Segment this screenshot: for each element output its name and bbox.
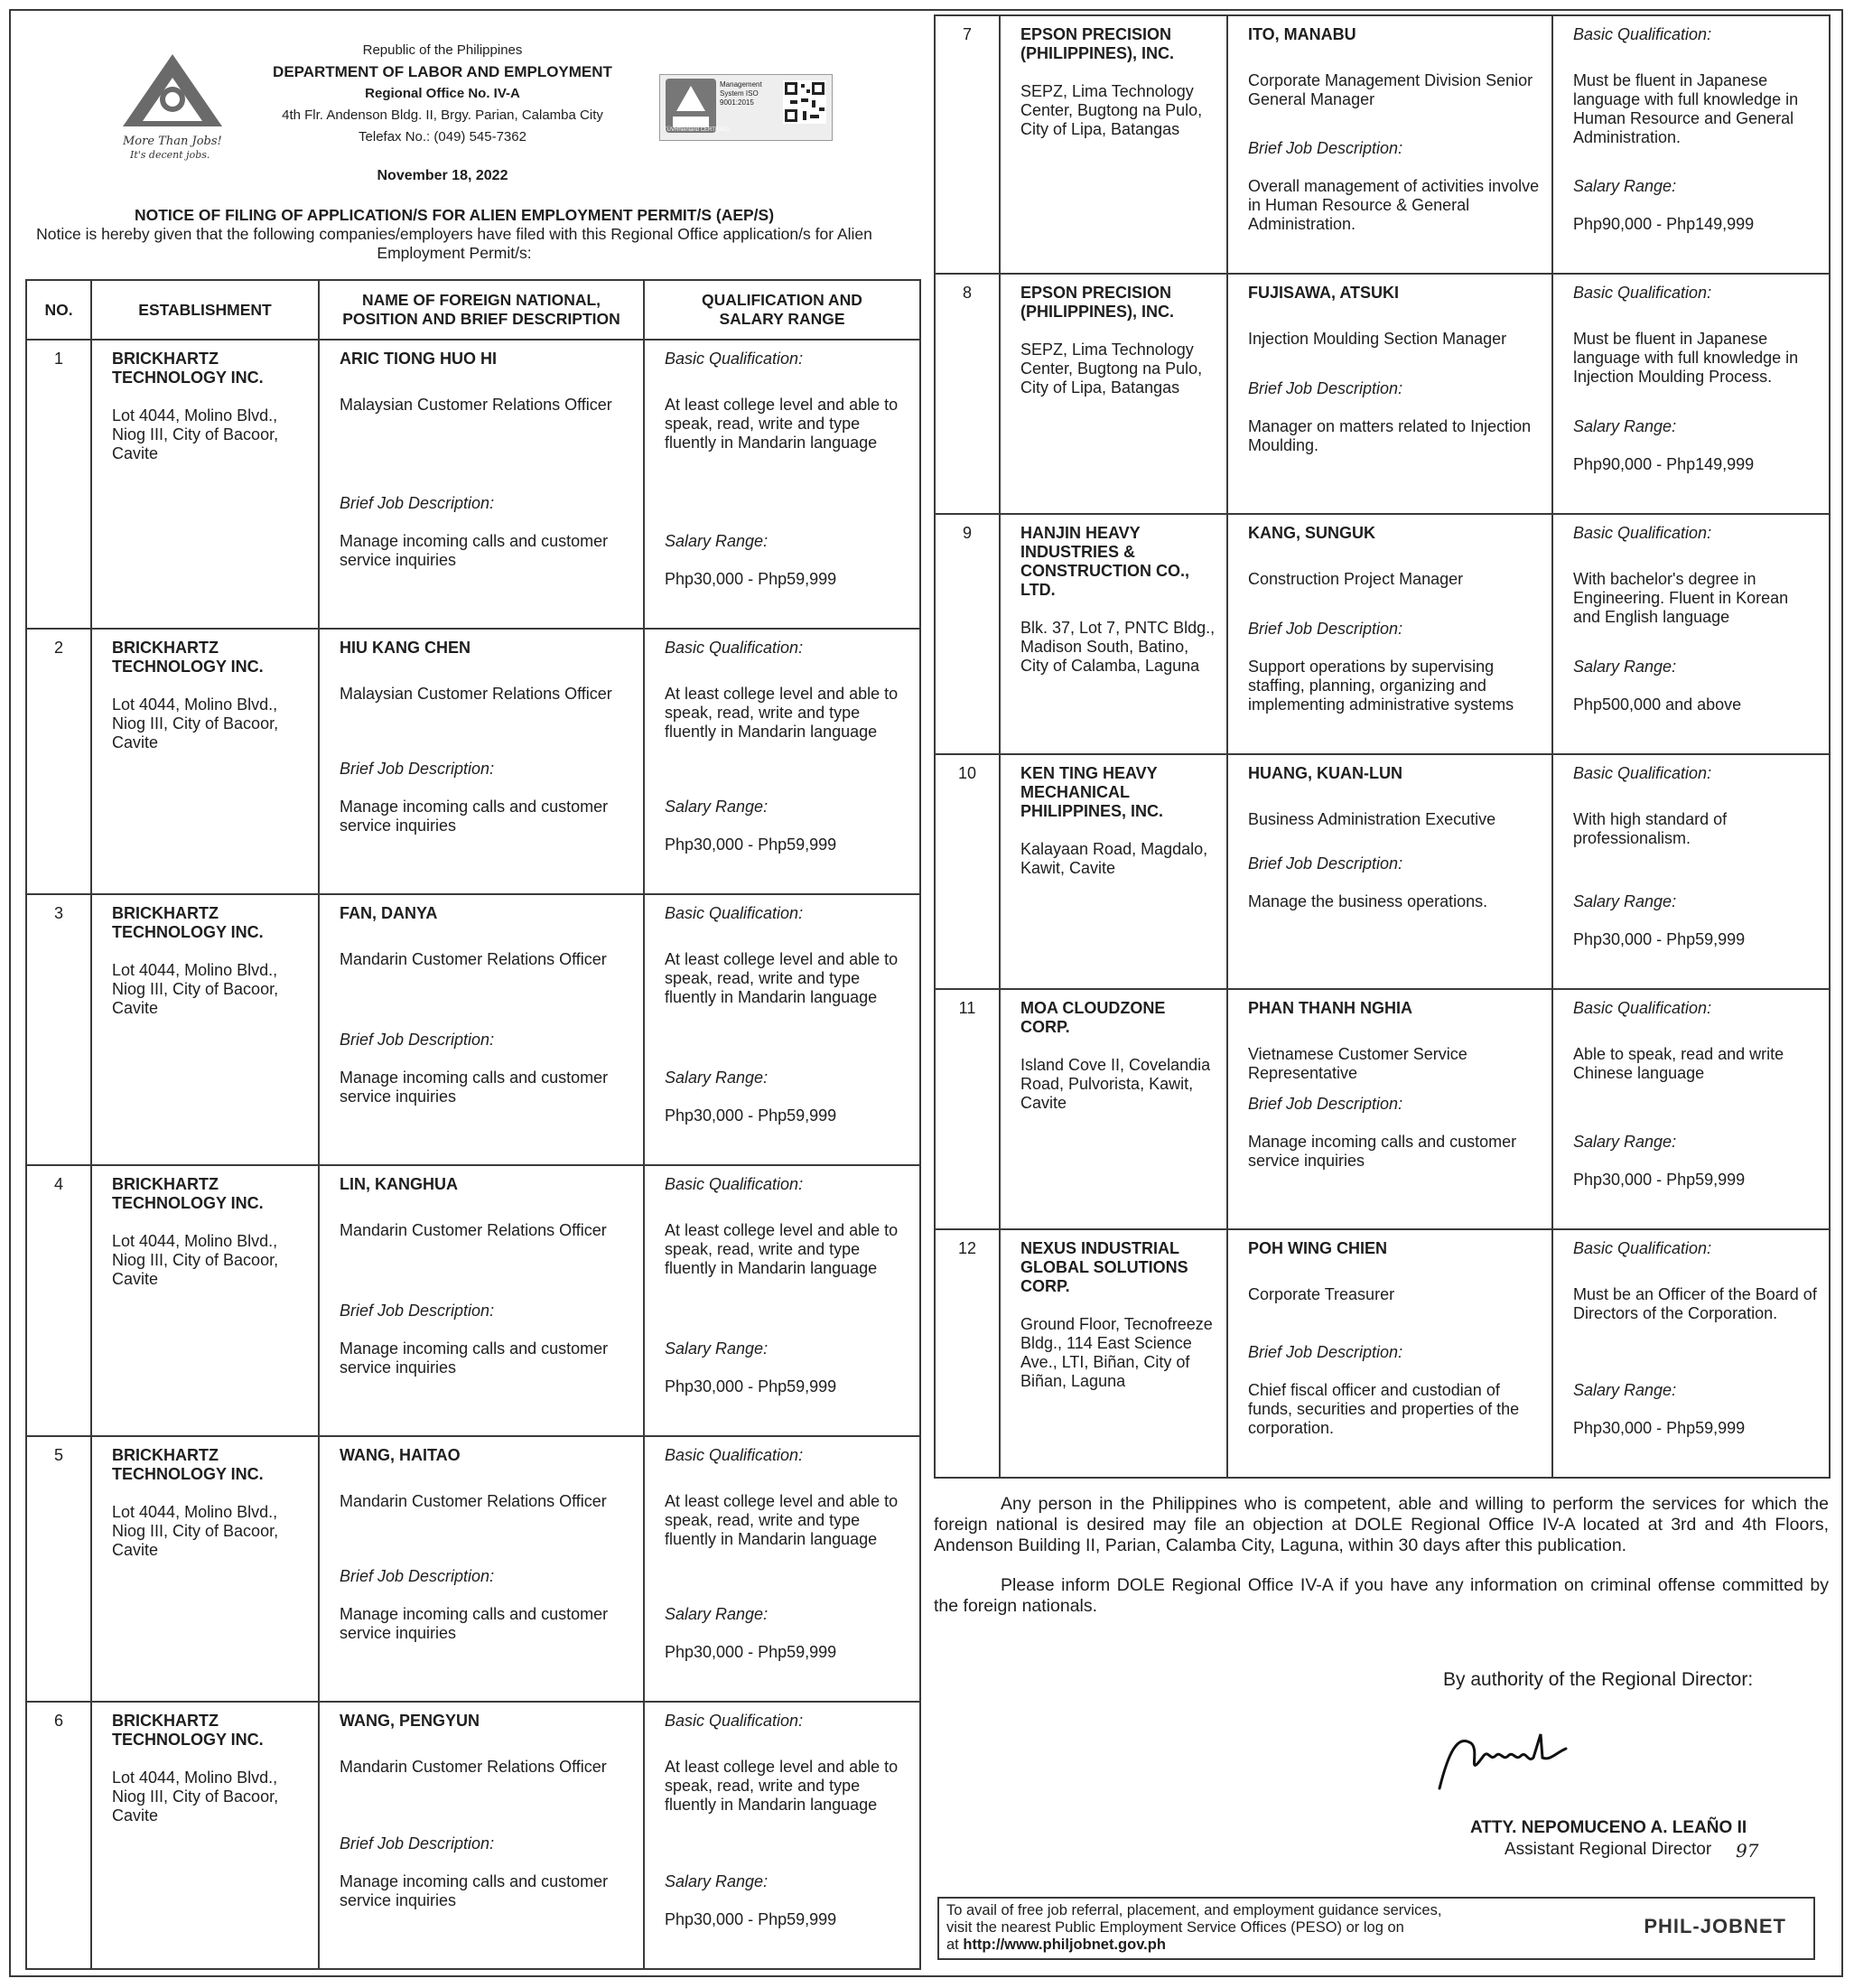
position-title: Corporate Management Division Senior General Manager xyxy=(1248,71,1533,108)
description-block xyxy=(340,1302,632,1377)
establishment-cell xyxy=(1001,16,1226,139)
basic-qualification-label: Basic Qualification: xyxy=(665,904,804,922)
description-block xyxy=(1248,620,1541,714)
salary-range: Php30,000 - Php59,999 xyxy=(665,1377,837,1395)
salary-block xyxy=(1573,1381,1818,1438)
initials-mark: 97 xyxy=(1736,1840,1759,1862)
notice-title: NOTICE OF FILING OF APPLICATION/S FOR ALIEN EMPLOYMENT PERMIT/S (AEP/S) xyxy=(134,206,775,224)
brief-label: Brief Job Description: xyxy=(1248,139,1403,157)
cert-detail: Management System ISO 9001:2015 xyxy=(720,80,762,107)
company-address: Lot 4044, Molino Blvd., Niog III, City of Bacoor, Cavite xyxy=(112,695,279,751)
row-number-cell: 6 xyxy=(53,1712,63,1730)
objection-paragraph: Any person in the Philippines who is competent, able and willing to perform the services for which the foreign national is desired may file an objection at DOLE Regional Office IV-A located at 3rd and 4th Floors, Andenson Building II, Parian, Calamba City, Laguna, within 30 days after this publication. xyxy=(934,1494,1829,1555)
table-row xyxy=(26,894,920,1165)
company-name: BRICKHARTZ TECHNOLOGY INC. xyxy=(112,1175,264,1212)
position-title: Malaysian Customer Relations Officer xyxy=(340,396,612,414)
position-title: Construction Project Manager xyxy=(1248,570,1464,588)
foreign-national-cell xyxy=(1228,515,1551,714)
basic-qualification-label: Basic Qualification: xyxy=(1573,524,1712,542)
salary-range: Php500,000 and above xyxy=(1573,695,1742,714)
philjobnet-logo: PHIL-JOBNET xyxy=(1644,1915,1786,1937)
salary-block xyxy=(665,532,908,589)
company-name: EPSON PRECISION (PHILIPPINES), INC. xyxy=(1020,25,1175,62)
description-block xyxy=(1248,1095,1541,1171)
salary-label: Salary Range: xyxy=(665,798,769,816)
salary-label: Salary Range: xyxy=(665,1605,769,1623)
salary-label: Salary Range: xyxy=(1573,1381,1677,1399)
position-title: Mandarin Customer Relations Officer xyxy=(340,1221,607,1239)
company-address: Lot 4044, Molino Blvd., Niog III, City of Bacoor, Cavite xyxy=(112,1232,279,1288)
foreign-national-name: ARIC TIONG HUO HI xyxy=(340,350,497,368)
regional-office: Regional Office No. IV-A xyxy=(365,86,520,101)
description-block xyxy=(340,1834,632,1910)
job-description: Chief fiscal officer and custodian of funds, securities and properties of the corporation. xyxy=(1248,1381,1520,1437)
qualification-cell xyxy=(1553,515,1829,714)
brief-label: Brief Job Description: xyxy=(340,1302,495,1320)
signatory-name: ATTY. NEPOMUCENO A. LEAÑO II xyxy=(1470,1818,1747,1837)
foreign-national-name: FUJISAWA, ATSUKI xyxy=(1248,284,1400,302)
qualification-text: At least college level and able to speak, read, write and type fluently in Mandarin language xyxy=(665,685,899,741)
row-number-cell: 3 xyxy=(53,904,63,922)
qualification-text: With high standard of professionalism. xyxy=(1573,810,1728,847)
basic-qualification-label: Basic Qualification: xyxy=(1573,1239,1712,1257)
position-title: Mandarin Customer Relations Officer xyxy=(340,1758,607,1776)
qualification-text: Must be an Officer of the Board of Directors of the Corporation. xyxy=(1573,1285,1817,1322)
company-name: BRICKHARTZ TECHNOLOGY INC. xyxy=(112,1712,264,1749)
position-title: Vietnamese Customer Service Representative xyxy=(1248,1045,1467,1082)
salary-label: Salary Range: xyxy=(665,1339,769,1358)
table-row xyxy=(26,1165,920,1436)
company-address: Lot 4044, Molino Blvd., Niog III, City of Bacoor, Cavite xyxy=(112,1769,279,1825)
table-row xyxy=(935,15,1830,274)
salary-label: Salary Range: xyxy=(665,1872,769,1890)
company-address: Lot 4044, Molino Blvd., Niog III, City of Bacoor, Cavite xyxy=(112,961,279,1017)
salary-block xyxy=(1573,417,1818,474)
qualification-text: Able to speak, read and write Chinese language xyxy=(1573,1045,1784,1082)
basic-qualification-label: Basic Qualification: xyxy=(665,639,804,657)
telefax: Telefax No.: (049) 545-7362 xyxy=(359,129,526,145)
peso-info-box xyxy=(937,1897,1815,1960)
company-address: Blk. 37, Lot 7, PNTC Bldg., Madison South, Batino, City of Calamba, Laguna xyxy=(1020,619,1216,675)
description-block xyxy=(340,760,632,835)
job-description: Support operations by supervising staffing, planning, organizing and implementing administrative systems xyxy=(1248,658,1514,714)
qualification-cell xyxy=(1553,755,1829,948)
header-foreign-national: NAME OF FOREIGN NATIONAL, POSITION AND BRIEF DESCRIPTION xyxy=(319,280,644,340)
philjobnet-link[interactable]: http://www.philjobnet.gov.ph xyxy=(963,1937,1166,1953)
establishment-cell xyxy=(1001,515,1226,676)
table-row xyxy=(935,514,1830,754)
row-number-cell: 8 xyxy=(962,284,972,302)
foreign-national-name: FAN, DANYA xyxy=(340,904,438,922)
salary-range: Php30,000 - Php59,999 xyxy=(665,835,837,854)
dole-logo xyxy=(123,52,231,161)
salary-block xyxy=(665,798,908,854)
description-block xyxy=(1248,139,1541,234)
salary-range: Php30,000 - Php59,999 xyxy=(665,1910,837,1928)
qualification-text: At least college level and able to speak, read, write and type fluently in Mandarin language xyxy=(665,1758,899,1814)
foreign-national-cell xyxy=(1228,990,1551,1170)
company-name: NEXUS INDUSTRIAL GLOBAL SOLUTIONS CORP. xyxy=(1020,1239,1188,1295)
job-description: Manage incoming calls and customer service inquiries xyxy=(340,532,609,569)
salary-label: Salary Range: xyxy=(1573,417,1677,435)
peso-line-1: To avail of free job referral, placement, and employment guidance services, xyxy=(946,1902,1442,1918)
foreign-national-cell xyxy=(320,1703,643,1909)
company-address: Ground Floor, Tecnofreeze Bldg., 114 East Science Ave., LTI, Biñan, City of Biñan, Laguna xyxy=(1020,1315,1213,1390)
qualification-cell xyxy=(645,341,919,588)
department-name: DEPARTMENT OF LABOR AND EMPLOYMENT xyxy=(273,63,612,80)
table-row xyxy=(935,754,1830,989)
company-name: KEN TING HEAVY MECHANICAL PHILIPPINES, INC. xyxy=(1020,764,1164,820)
foreign-national-name: LIN, KANGHUA xyxy=(340,1175,458,1193)
salary-label: Salary Range: xyxy=(665,1069,769,1087)
foreign-national-cell xyxy=(320,341,643,569)
foreign-national-cell xyxy=(1228,1230,1551,1437)
qualification-text: With bachelor's degree in Engineering. Fluent in Korean and English language xyxy=(1573,570,1789,626)
peso-line-3-prefix: at xyxy=(946,1937,964,1953)
salary-range: Php90,000 - Php149,999 xyxy=(1573,455,1755,473)
qualification-cell xyxy=(645,1703,919,1928)
table-row xyxy=(26,629,920,894)
row-number-cell: 4 xyxy=(53,1175,63,1193)
qualification-text: At least college level and able to speak, read, write and type fluently in Mandarin language xyxy=(665,1492,899,1548)
table-row xyxy=(26,1436,920,1702)
qualification-text: Must be fluent in Japanese language with full knowledge in Human Resource and General Administration. xyxy=(1573,71,1799,146)
company-name: BRICKHARTZ TECHNOLOGY INC. xyxy=(112,1446,264,1483)
company-address: Lot 4044, Molino Blvd., Niog III, City of Bacoor, Cavite xyxy=(112,1503,279,1559)
qualification-cell xyxy=(1553,16,1829,233)
header-no: NO. xyxy=(26,280,91,340)
foreign-national-name: HUANG, KUAN-LUN xyxy=(1248,764,1402,782)
salary-block xyxy=(1573,658,1818,714)
qualification-text: At least college level and able to speak, read, write and type fluently in Mandarin language xyxy=(665,950,899,1006)
job-description: Manage incoming calls and customer service inquiries xyxy=(340,1872,609,1909)
letterhead xyxy=(217,40,668,148)
salary-range: Php30,000 - Php59,999 xyxy=(665,1106,837,1125)
row-number-cell: 9 xyxy=(962,524,972,542)
notice-subtitle: Notice is hereby given that the following companies/employers have filed with this Regional Office application/s for Alien Employment Permit/s: xyxy=(36,225,872,262)
brief-label: Brief Job Description: xyxy=(340,494,495,512)
peso-text xyxy=(946,1902,1597,1954)
salary-label: Salary Range: xyxy=(665,532,769,550)
establishment-cell xyxy=(1001,275,1226,397)
brief-label: Brief Job Description: xyxy=(1248,854,1403,873)
job-description: Manage incoming calls and customer service inquiries xyxy=(340,1339,609,1377)
company-name: BRICKHARTZ TECHNOLOGY INC. xyxy=(112,904,264,941)
row-number-cell: 10 xyxy=(957,764,977,782)
company-address: SEPZ, Lima Technology Center, Bugtong na Pulo, City of Lipa, Batangas xyxy=(1020,341,1203,397)
description-block xyxy=(340,494,632,570)
header-establishment: ESTABLISHMENT xyxy=(91,280,319,340)
row-number-cell: 7 xyxy=(962,25,972,43)
establishment-cell xyxy=(1001,755,1226,878)
notice-date: November 18, 2022 xyxy=(377,168,508,183)
foreign-national-name: POH WING CHIEN xyxy=(1248,1239,1388,1257)
position-title: Mandarin Customer Relations Officer xyxy=(340,1492,607,1510)
description-block xyxy=(1248,854,1541,911)
description-block xyxy=(340,1567,632,1643)
company-name: HANJIN HEAVY INDUSTRIES & CONSTRUCTION CO., LTD. xyxy=(1020,524,1189,599)
establishment-cell xyxy=(92,895,318,1018)
salary-block xyxy=(1573,177,1818,234)
aep-table-left xyxy=(25,279,921,1970)
row-number-cell: 1 xyxy=(53,350,63,368)
foreign-national-name: WANG, PENGYUN xyxy=(340,1712,480,1730)
salary-block xyxy=(1573,1133,1818,1190)
salary-range: Php30,000 - Php59,999 xyxy=(1573,1419,1746,1437)
salary-block xyxy=(665,1605,908,1662)
row-number-cell: 2 xyxy=(53,639,63,657)
basic-qualification-label: Basic Qualification: xyxy=(665,1712,804,1730)
cert-text: TÜVRheinland CERTIFIED xyxy=(664,127,730,133)
company-address: Kalayaan Road, Magdalo, Kawit, Cavite xyxy=(1020,840,1208,877)
logo-slogan-1: More Than Jobs! xyxy=(123,135,222,148)
job-description: Manage incoming calls and customer service inquiries xyxy=(1248,1133,1517,1170)
company-name: BRICKHARTZ TECHNOLOGY INC. xyxy=(112,350,264,387)
salary-range: Php30,000 - Php59,999 xyxy=(665,1643,837,1661)
brief-label: Brief Job Description: xyxy=(340,1834,495,1853)
basic-qualification-label: Basic Qualification: xyxy=(665,1175,804,1193)
qr-code-icon xyxy=(783,80,826,124)
qualification-cell xyxy=(645,1166,919,1395)
salary-label: Salary Range: xyxy=(1573,1133,1677,1151)
foreign-national-name: WANG, HAITAO xyxy=(340,1446,461,1464)
position-title: Mandarin Customer Relations Officer xyxy=(340,950,607,968)
signatory-title: Assistant Regional Director xyxy=(1505,1840,1712,1859)
company-name: MOA CLOUDZONE CORP. xyxy=(1020,999,1166,1036)
qualification-cell xyxy=(645,1437,919,1661)
salary-block xyxy=(665,1872,908,1929)
description-block xyxy=(1248,1343,1541,1438)
salary-label: Salary Range: xyxy=(1573,177,1677,195)
foreign-national-cell xyxy=(1228,275,1551,454)
position-title: Business Administration Executive xyxy=(1248,810,1496,828)
position-title: Corporate Treasurer xyxy=(1248,1285,1395,1303)
row-number-cell: 5 xyxy=(53,1446,63,1464)
company-address: Lot 4044, Molino Blvd., Niog III, City of Bacoor, Cavite xyxy=(112,406,279,462)
table-row xyxy=(26,1702,920,1969)
brief-label: Brief Job Description: xyxy=(1248,620,1403,638)
job-description: Overall management of activities involve in Human Resource & General Administration. xyxy=(1248,177,1540,233)
job-description: Manage the business operations. xyxy=(1248,892,1488,910)
basic-qualification-label: Basic Qualification: xyxy=(1573,764,1712,782)
company-address: Island Cove II, Covelandia Road, Pulvorista, Kawit, Cavite xyxy=(1020,1056,1211,1112)
basic-qualification-label: Basic Qualification: xyxy=(1573,999,1712,1017)
brief-label: Brief Job Description: xyxy=(340,1031,495,1049)
table-row xyxy=(935,989,1830,1229)
foreign-national-cell xyxy=(320,630,643,835)
description-block xyxy=(1248,379,1541,455)
salary-block xyxy=(665,1339,908,1396)
table-row xyxy=(935,274,1830,514)
salary-block xyxy=(1573,892,1818,949)
company-name: EPSON PRECISION (PHILIPPINES), INC. xyxy=(1020,284,1175,321)
brief-label: Brief Job Description: xyxy=(1248,379,1403,397)
authority-line: By authority of the Regional Director: xyxy=(1443,1669,1754,1690)
foreign-national-name: HIU KANG CHEN xyxy=(340,639,471,657)
establishment-cell xyxy=(92,1166,318,1289)
brief-label: Brief Job Description: xyxy=(340,760,495,778)
job-description: Manage incoming calls and customer service inquiries xyxy=(340,1605,609,1642)
qualification-text: At least college level and able to speak, read, write and type fluently in Mandarin language xyxy=(665,1221,899,1277)
qualification-cell xyxy=(1553,1230,1829,1437)
republic-line: Republic of the Philippines xyxy=(362,42,523,58)
establishment-cell xyxy=(1001,990,1226,1113)
inform-paragraph: Please inform DOLE Regional Office IV-A if you have any information on criminal offense committed by the foreign nationals. xyxy=(934,1575,1829,1616)
foreign-national-cell xyxy=(320,895,643,1106)
foreign-national-cell xyxy=(320,1166,643,1377)
salary-block xyxy=(665,1069,908,1125)
aep-table-right xyxy=(934,14,1831,1479)
job-description: Manage incoming calls and customer service inquiries xyxy=(340,1069,609,1106)
salary-range: Php30,000 - Php59,999 xyxy=(665,570,837,588)
salary-range: Php90,000 - Php149,999 xyxy=(1573,215,1755,233)
table-row xyxy=(26,340,920,629)
brief-label: Brief Job Description: xyxy=(1248,1343,1403,1361)
foreign-national-cell xyxy=(320,1437,643,1642)
job-description: Manager on matters related to Injection Moulding. xyxy=(1248,417,1532,454)
description-block xyxy=(340,1031,632,1106)
logo-slogan-2: It's decent jobs. xyxy=(130,149,210,161)
foreign-national-name: PHAN THANH NGHIA xyxy=(1248,999,1412,1017)
qualification-cell xyxy=(645,895,919,1125)
position-title: Injection Moulding Section Manager xyxy=(1248,330,1507,348)
brief-label: Brief Job Description: xyxy=(340,1567,495,1585)
company-address: SEPZ, Lima Technology Center, Bugtong na Pulo, City of Lipa, Batangas xyxy=(1020,82,1203,138)
peso-line-2: visit the nearest Public Employment Service Offices (PESO) or log on xyxy=(946,1919,1404,1936)
signature xyxy=(1430,1716,1584,1797)
qualification-cell xyxy=(645,630,919,854)
brief-label: Brief Job Description: xyxy=(1248,1095,1403,1113)
establishment-cell xyxy=(92,1437,318,1560)
foreign-national-name: KANG, SUNGUK xyxy=(1248,524,1376,542)
salary-label: Salary Range: xyxy=(1573,892,1677,910)
job-description: Manage incoming calls and customer service inquiries xyxy=(340,798,609,835)
basic-qualification-label: Basic Qualification: xyxy=(665,1446,804,1464)
qualification-cell xyxy=(1553,990,1829,1189)
foreign-national-cell xyxy=(1228,16,1551,233)
position-title: Malaysian Customer Relations Officer xyxy=(340,685,612,703)
establishment-cell xyxy=(1001,1230,1226,1391)
salary-range: Php30,000 - Php59,999 xyxy=(1573,930,1746,948)
qualification-text: Must be fluent in Japanese language with full knowledge in Injection Moulding Process. xyxy=(1573,330,1799,386)
header-qualification: QUALIFICATION AND SALARY RANGE xyxy=(644,280,920,340)
establishment-cell xyxy=(92,630,318,752)
row-number-cell: 11 xyxy=(958,999,976,1017)
qualification-text: At least college level and able to speak, read, write and type fluently in Mandarin language xyxy=(665,396,899,452)
table-row xyxy=(935,1229,1830,1478)
qualification-cell xyxy=(1553,275,1829,473)
salary-range: Php30,000 - Php59,999 xyxy=(1573,1171,1746,1189)
establishment-cell xyxy=(92,341,318,463)
company-name: BRICKHARTZ TECHNOLOGY INC. xyxy=(112,639,264,676)
establishment-cell xyxy=(92,1703,318,1825)
foreign-national-name: ITO, MANABU xyxy=(1248,25,1356,43)
row-number-cell: 12 xyxy=(957,1239,977,1257)
tuv-certification-badge xyxy=(659,74,833,141)
basic-qualification-label: Basic Qualification: xyxy=(1573,25,1712,43)
foreign-national-cell xyxy=(1228,755,1551,910)
basic-qualification-label: Basic Qualification: xyxy=(1573,284,1712,302)
basic-qualification-label: Basic Qualification: xyxy=(665,350,804,368)
salary-label: Salary Range: xyxy=(1573,658,1677,676)
office-address: 4th Flr. Andenson Bldg. II, Brgy. Parian, Calamba City xyxy=(282,107,603,123)
